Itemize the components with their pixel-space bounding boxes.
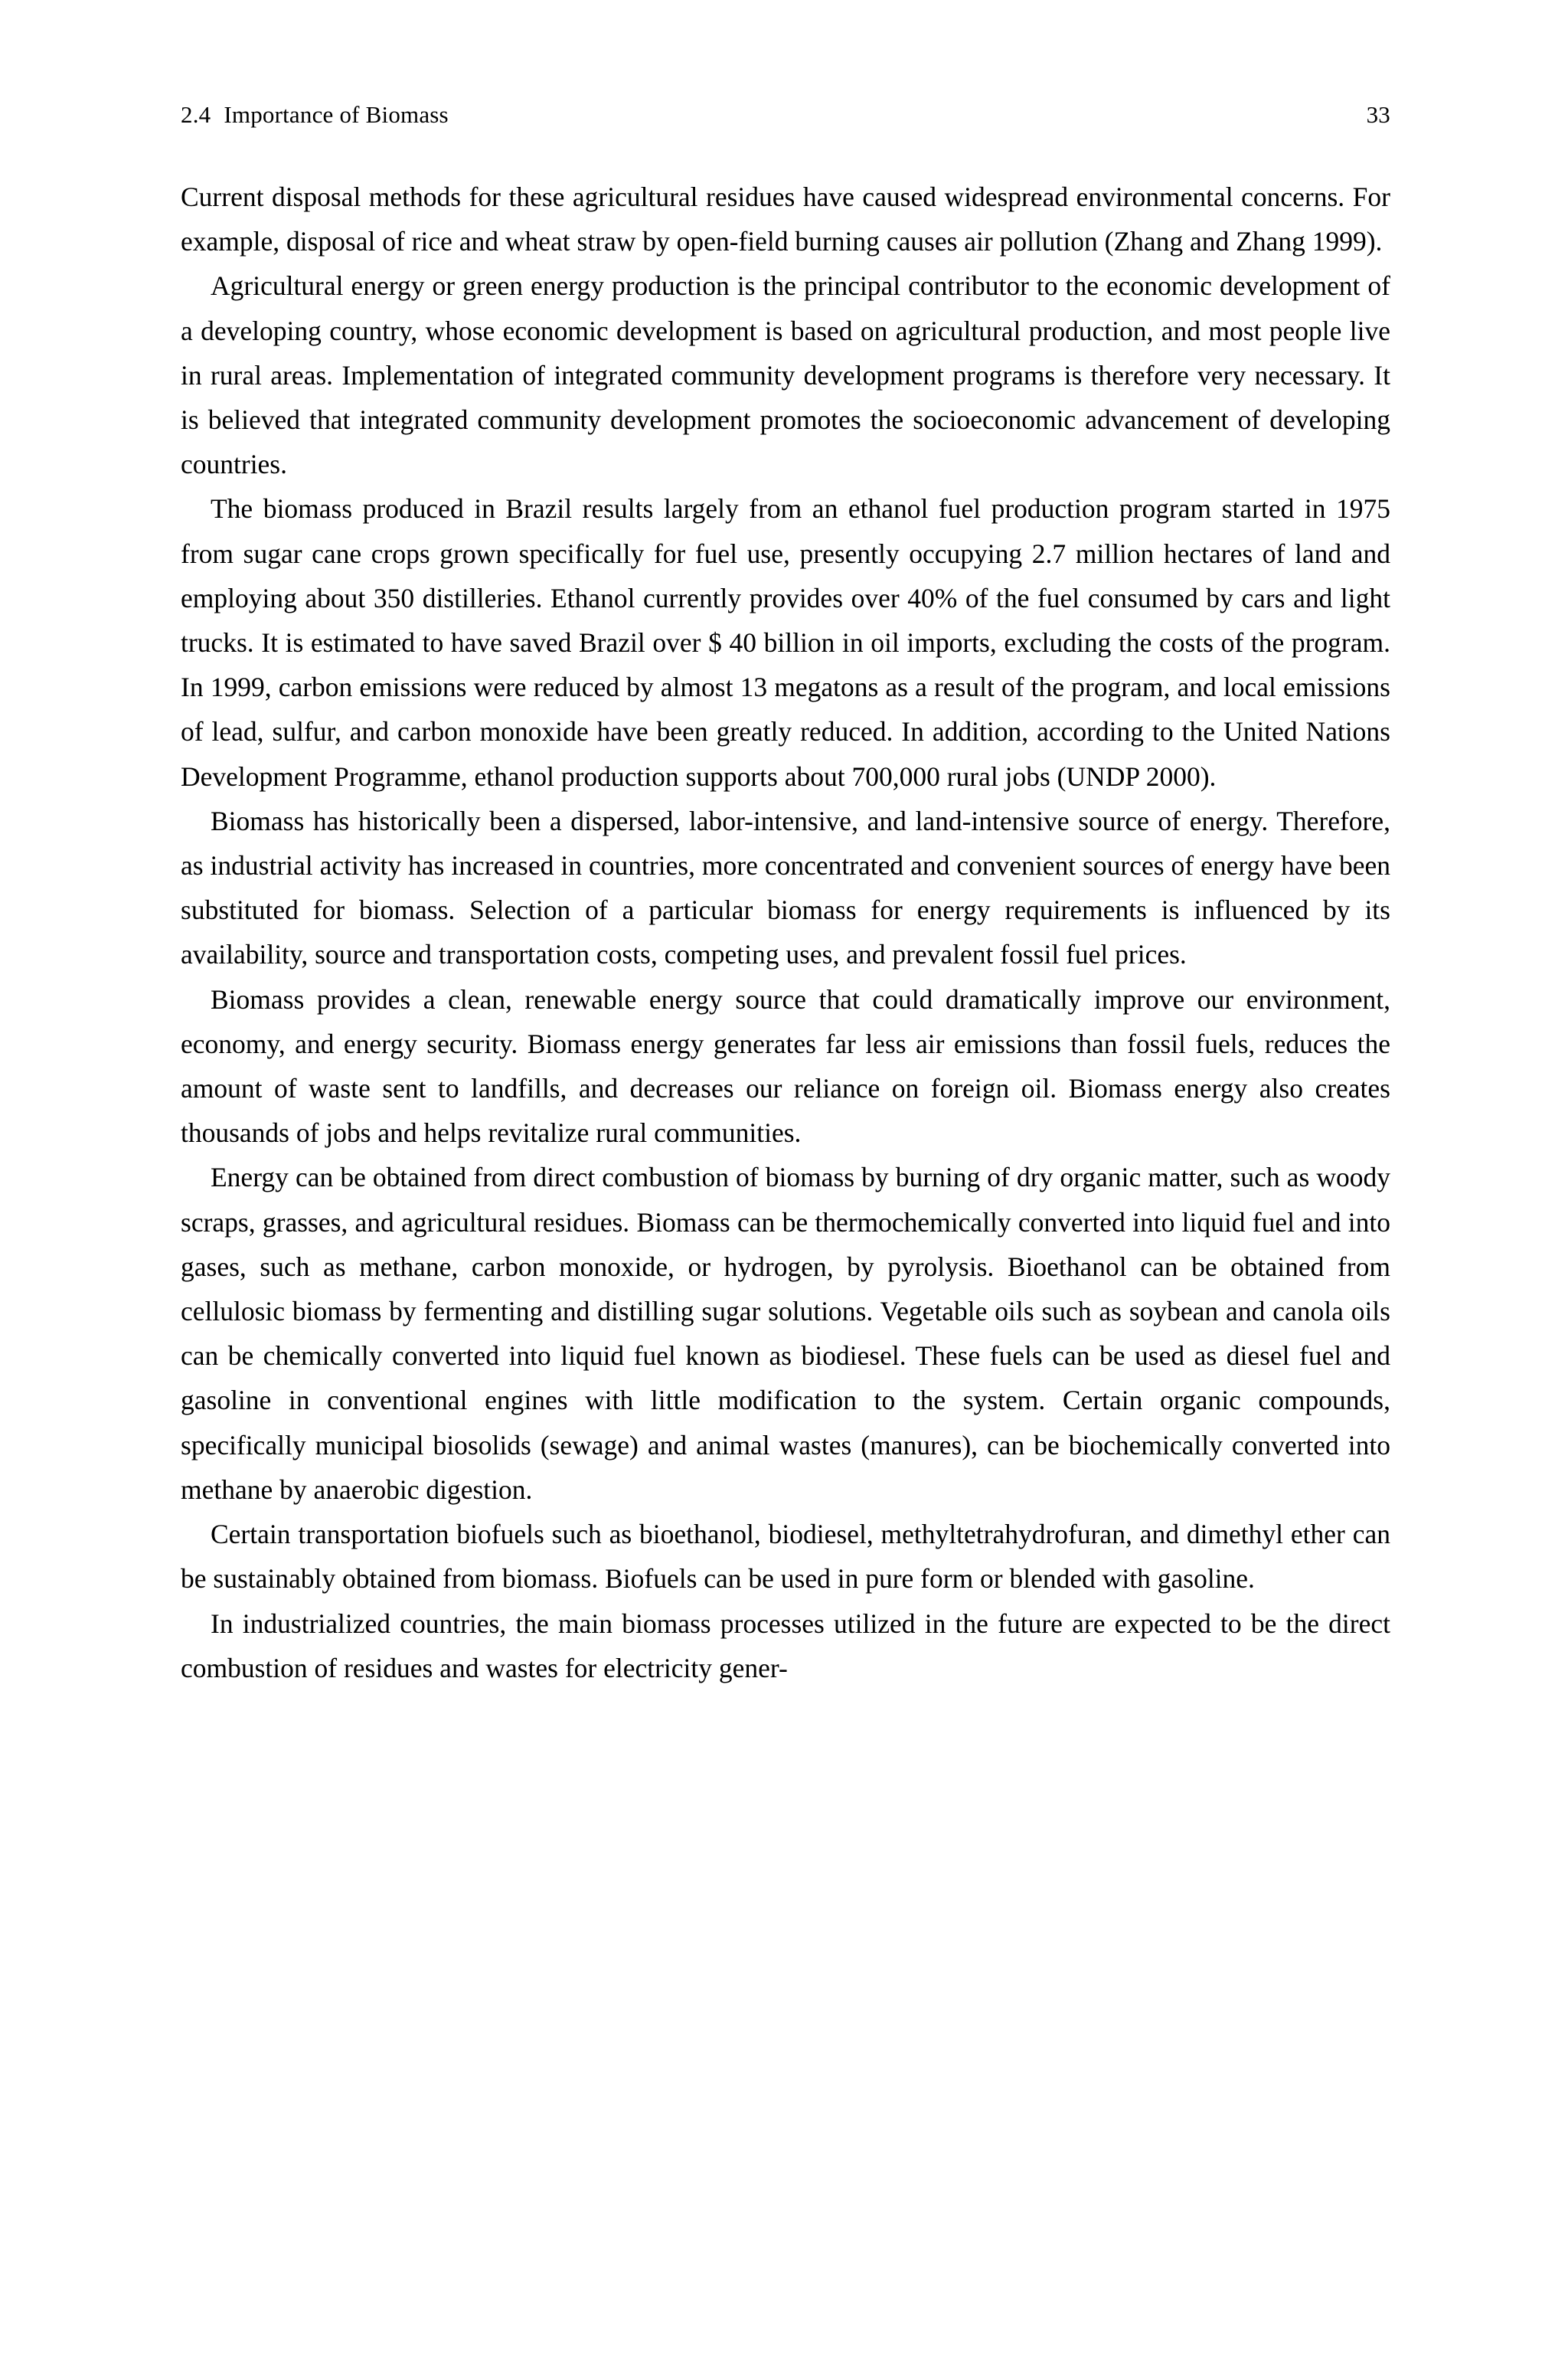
paragraph-1: Current disposal methods for these agricultural residues have caused widespread environmental concerns. For example, disposal of rice and wheat straw by open-field burning causes air pollution (Zhang and Zhang 1999). <box>181 182 1390 257</box>
paragraph-7: Certain transportation biofuels such as bioethanol, biodiesel, methyltetrahydrofuran, and dimethyl ether can be sustainably obtained from biomass. Biofuels can be used in pure form or blended with gasoline. <box>181 1519 1390 1595</box>
running-head-left <box>181 103 449 126</box>
running-head <box>181 103 1390 126</box>
body-text-block <box>181 175 1390 1690</box>
paragraph-8: In industrialized countries, the main biomass processes utilized in the future are expected to be the direct combustion of residues and wastes for electricity gener- <box>181 1608 1390 1683</box>
paragraph-6: Energy can be obtained from direct combustion of biomass by burning of dry organic matter, such as woody scraps, grasses, and agricultural residues. Biomass can be thermochemically converted into liquid fuel and into gases, such as methane, carbon monoxide, or hydrogen, by pyrolysis. Bioethanol can be obtained from cellulosic biomass by fermenting and distilling sugar solutions. Vegetable oils such as soybean and canola oils can be chemically converted into liquid fuel known as biodiesel. These fuels can be used as diesel fuel and gasoline in conventional engines with little modification to the system. Certain organic compounds, specifically municipal biosolids (sewage) and animal wastes (manures), can be biochemically converted into methane by anaerobic digestion. <box>181 1162 1390 1505</box>
paragraph-5: Biomass provides a clean, renewable energy source that could dramatically improve our environment, economy, and energy security. Biomass energy generates far less air emissions than fossil fuels, reduces the amount of waste sent to landfills, and decreases our reliance on foreign oil. Biomass energy also creates thousands of jobs and helps revitalize rural communities. <box>181 983 1390 1149</box>
paragraph-2: Agricultural energy or green energy production is the principal contributor to the economic development of a developing country, whose economic development is based on agricultural production, and most people live in rural areas. Implementation of integrated community development programs is therefore very necessary. It is believed that integrated community development promotes the socioeconomic advancement of developing countries. <box>181 270 1390 480</box>
page-number: 33 <box>1366 101 1390 128</box>
running-head-section-number: 2.4 <box>181 101 211 128</box>
running-head-section-title: Importance of Biomass <box>224 101 449 128</box>
paragraph-4: Biomass has historically been a dispersed, labor-intensive, and land-intensive source of energy. Therefore, as industrial activity has increased in countries, more concentrated and convenient sources of energy have been substituted for biomass. Selection of a particular biomass for energy requirements is influenced by its availability, source and transportation costs, competing uses, and prevalent fossil fuel prices. <box>181 805 1390 970</box>
paragraph-3: The biomass produced in Brazil results largely from an ethanol fuel production program started in 1975 from sugar cane crops grown specifically for fuel use, presently occupying 2.7 million hectares of land and employing about 350 distilleries. Ethanol currently provides over 40% of the fuel consumed by cars and light trucks. It is estimated to have saved Brazil over $ 40 billion in oil imports, excluding the costs of the program. In 1999, carbon emissions were reduced by almost 13 megatons as a result of the program, and local emissions of lead, sulfur, and carbon monoxide have been greatly reduced. In addition, according to the United Nations Development Programme, ethanol production supports about 700,000 rural jobs (UNDP 2000). <box>181 493 1390 792</box>
